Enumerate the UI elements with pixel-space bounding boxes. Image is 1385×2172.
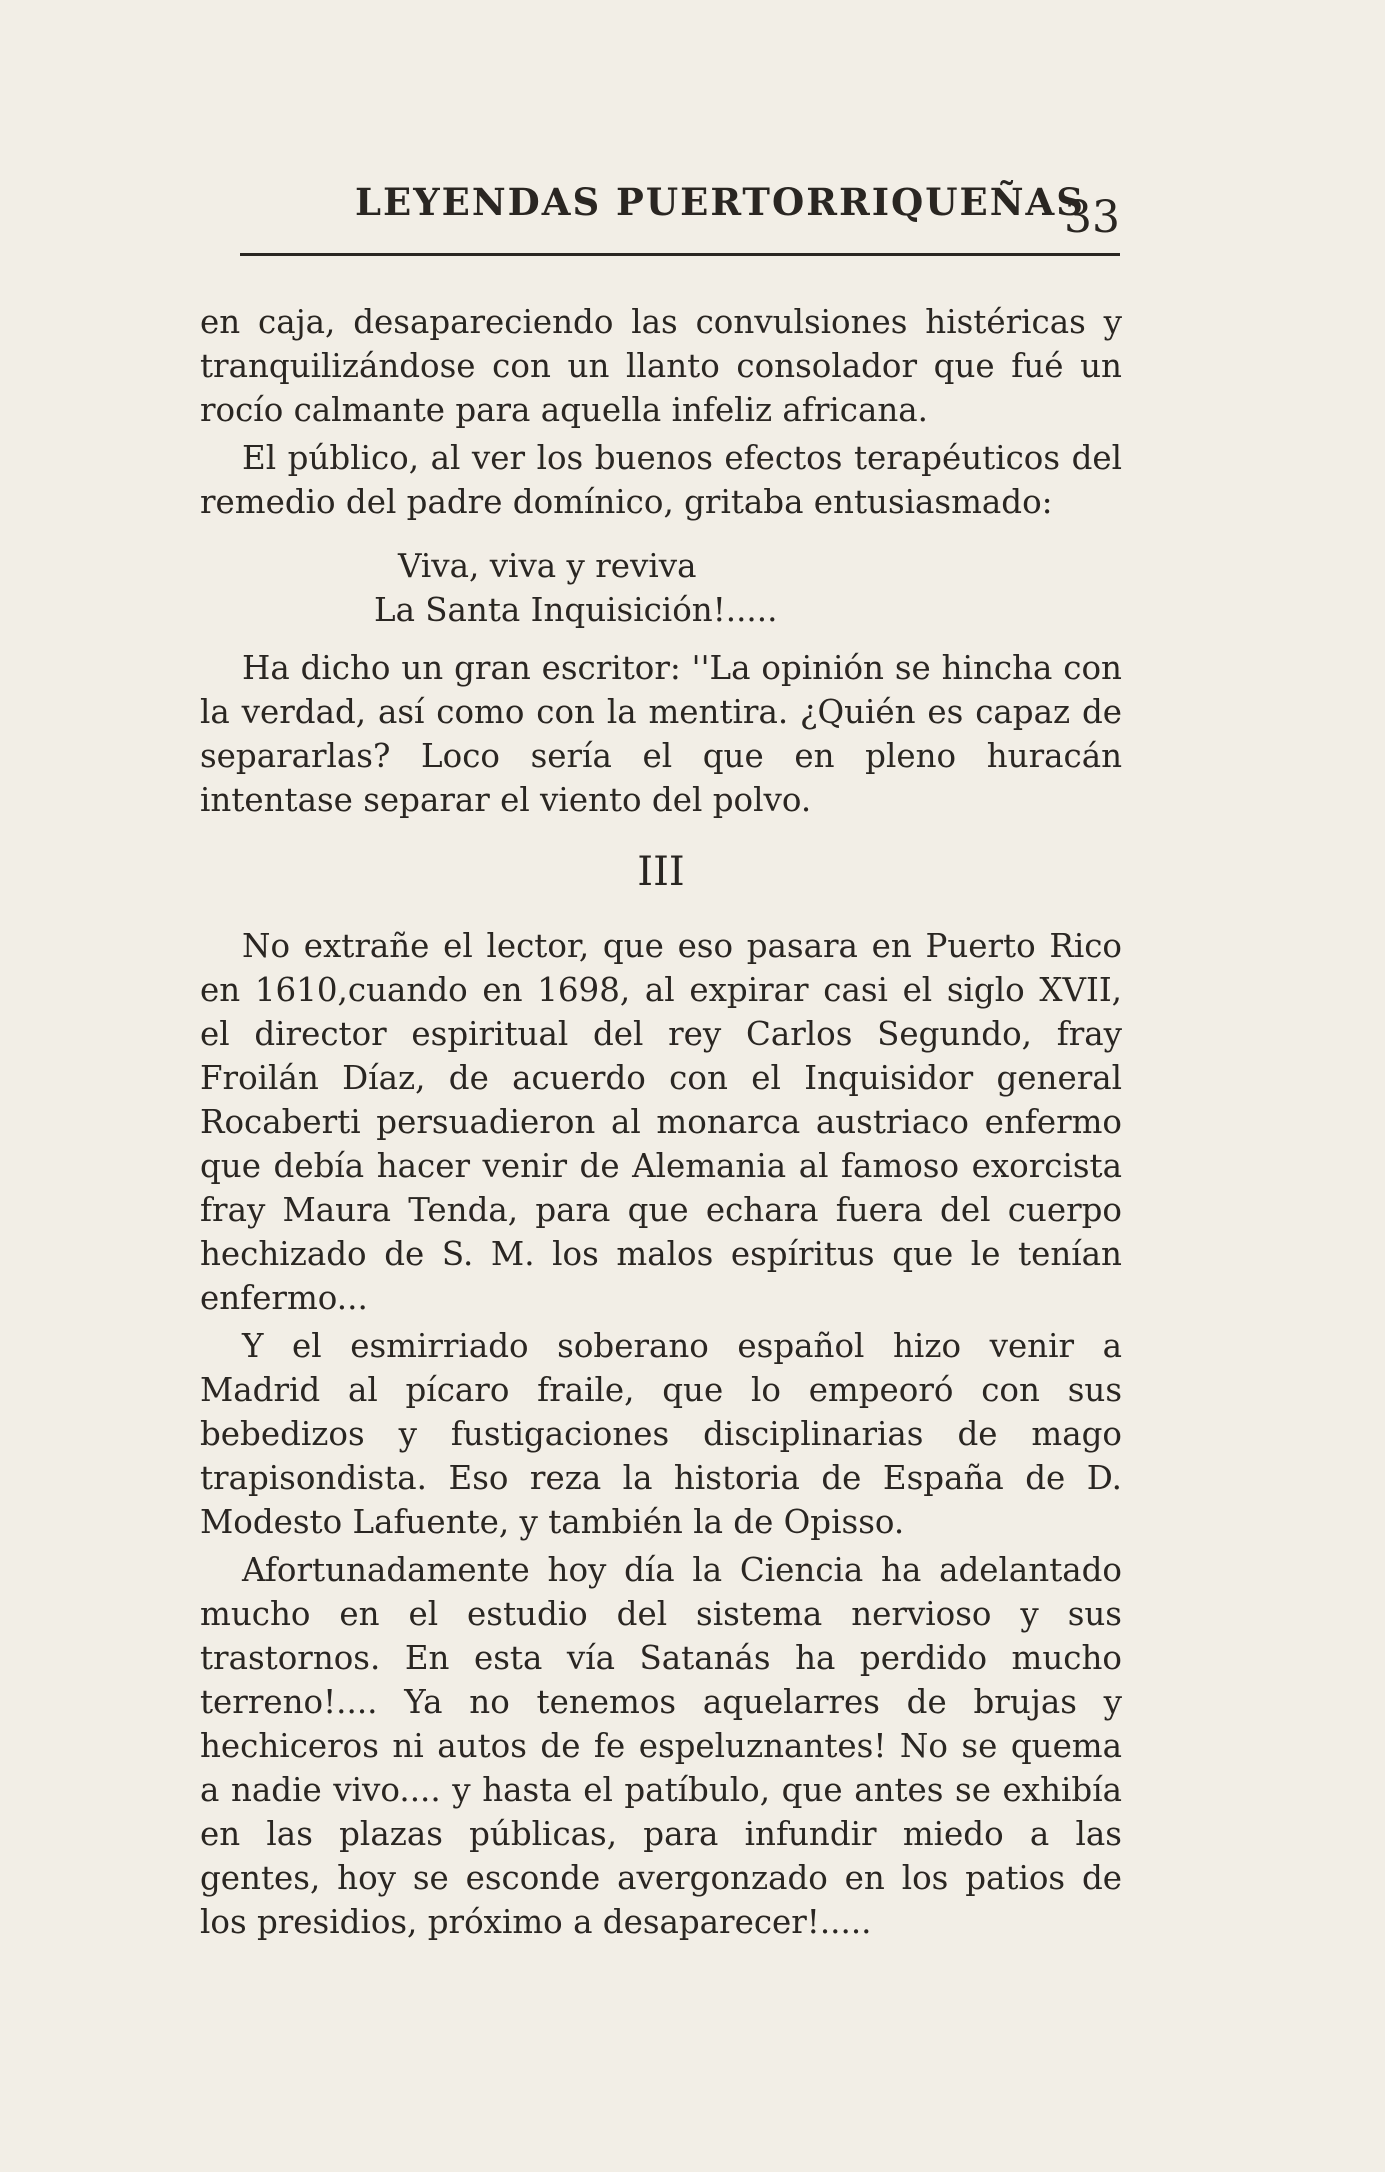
- paragraph: en caja, desapareciendo las convulsiones histéricas y tranquilizándose con un llanto consolador que fué un rocío calmante para aquella infeliz africana.: [200, 303, 1122, 429]
- verse-line: Viva, viva y reviva: [398, 547, 697, 585]
- paragraph: No extrañe el lector, que eso pasara en Puerto Rico en 1610,cuando en 1698, al expirar casi el siglo XVII, el director espiritual del rey Carlos Segundo, fray Froilán Díaz, de acuerdo con el Inquisidor general Rocaberti persuadieron al monarca austriaco enfermo que debía hacer venir de Alemania al famoso exorcista fray Maura Tenda, para que echara fuera del cuerpo hechizado de S. M. los malos espíritus que le tenían enfermo...: [200, 927, 1122, 1317]
- paragraph: Afortunadamente hoy día la Ciencia ha adelantado mucho en el estudio del sistema nervioso y sus trastornos. En esta vía Satanás ha perdido mucho terreno!.... Ya no tenemos aquelarres de brujas y hechiceros ni autos de fe espeluznantes! No se quema a nadie vivo.... y hasta el patíbulo, que antes se exhibía en las plazas públicas, para infundir miedo a las gentes, hoy se esconde avergonzado en los patios de los presidios, próximo a desaparecer!.....: [200, 1551, 1122, 1941]
- paragraph: El público, al ver los buenos efectos terapéuticos del remedio del padre domínico, gritaba entusiasmado:: [200, 439, 1122, 521]
- section-heading: III: [637, 849, 685, 895]
- page-header: [240, 178, 1120, 256]
- page-number: 33: [1064, 192, 1120, 243]
- verse: [200, 544, 1122, 632]
- running-head: LEYENDAS PUERTORRIQUEÑAS: [355, 180, 1085, 224]
- body-text: [200, 300, 1122, 1944]
- paragraph: Y el esmirriado soberano español hizo venir a Madrid al pícaro fraile, que lo empeoró con sus bebedizos y fustigaciones disciplinarias de mago trapisondista. Eso reza la historia de España de D. Modesto Lafuente, y también la de Opisso.: [200, 1327, 1122, 1541]
- verse-line: La Santa Inquisición!.....: [374, 591, 778, 629]
- paragraph: Ha dicho un gran escritor: ''La opinión se hincha con la verdad, así como con la mentira. ¿Quién es capaz de separarlas? Loco sería el que en pleno huracán intentase separar el viento del polvo.: [200, 649, 1122, 819]
